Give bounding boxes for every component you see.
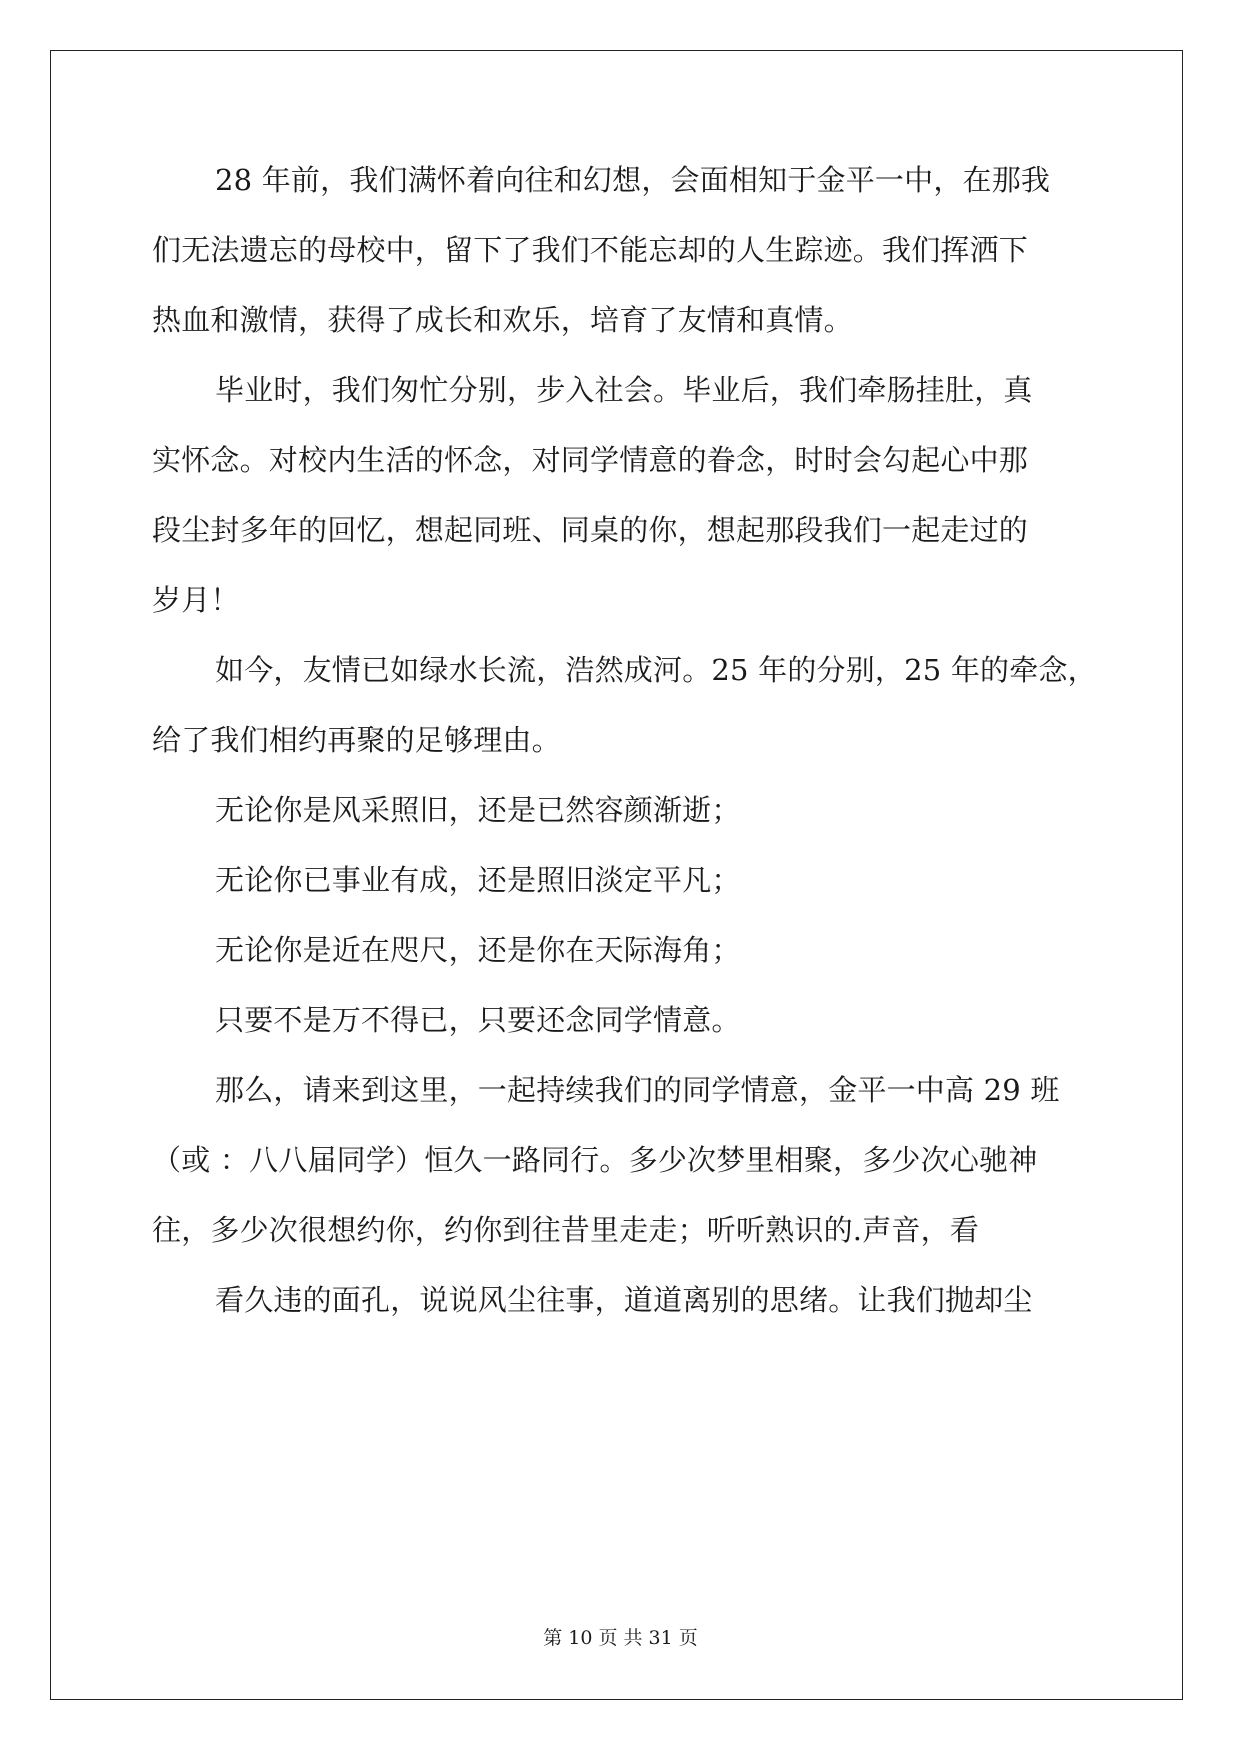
text-line: （或 ：八八届同学）恒久一路同行。多少次梦里相聚，多少次心驰神 <box>152 1143 1038 1177</box>
text-line: 看久违的面孔，说说风尘往事，道道离别的思绪。让我们抛却尘 <box>215 1283 1033 1317</box>
text-line: 实怀念。对校内生活的怀念，对同学情意的眷念，时时会勾起心中那 <box>152 443 1029 477</box>
text-line: 热血和激情，获得了成长和欢乐，培育了友情和真情。 <box>152 303 853 337</box>
text-line: 段尘封多年的回忆，想起同班、同桌的你，想起那段我们一起走过的 <box>152 513 1029 547</box>
text-line: 那么，请来到这里，一起持续我们的同学情意，金平一中高 29 班 <box>215 1073 1060 1107</box>
text-line: 毕业时，我们匆忙分别，步入社会。毕业后，我们牵肠挂肚，真 <box>215 373 1033 407</box>
text-line: 往，多少次很想约你，约你到往昔里走走；听听熟识的.声音，看 <box>152 1213 980 1247</box>
text-line: 只要不是万不得已，只要还念同学情意。 <box>215 1003 741 1037</box>
text-line: 们无法遗忘的母校中，留下了我们不能忘却的人生踪迹。我们挥洒下 <box>152 233 1029 267</box>
text-line: 28 年前，我们满怀着向往和幻想，会面相知于金平一中，在那我 <box>215 163 1051 197</box>
text-line: 如今，友情已如绿水长流，浩然成河。25 年的分别，25 年的牵念， <box>215 653 1097 687</box>
text-line: 岁月！ <box>152 583 240 617</box>
text-line: 给了我们相约再聚的足够理由。 <box>152 723 561 757</box>
page-number-footer: 第 10 页 共 31 页 <box>543 1627 698 1649</box>
text-line: 无论你是近在咫尺，还是你在天际海角； <box>215 933 741 967</box>
text-line: 无论你已事业有成，还是照旧淡定平凡； <box>215 863 741 897</box>
text-line: 无论你是风采照旧，还是已然容颜渐逝； <box>215 793 741 827</box>
